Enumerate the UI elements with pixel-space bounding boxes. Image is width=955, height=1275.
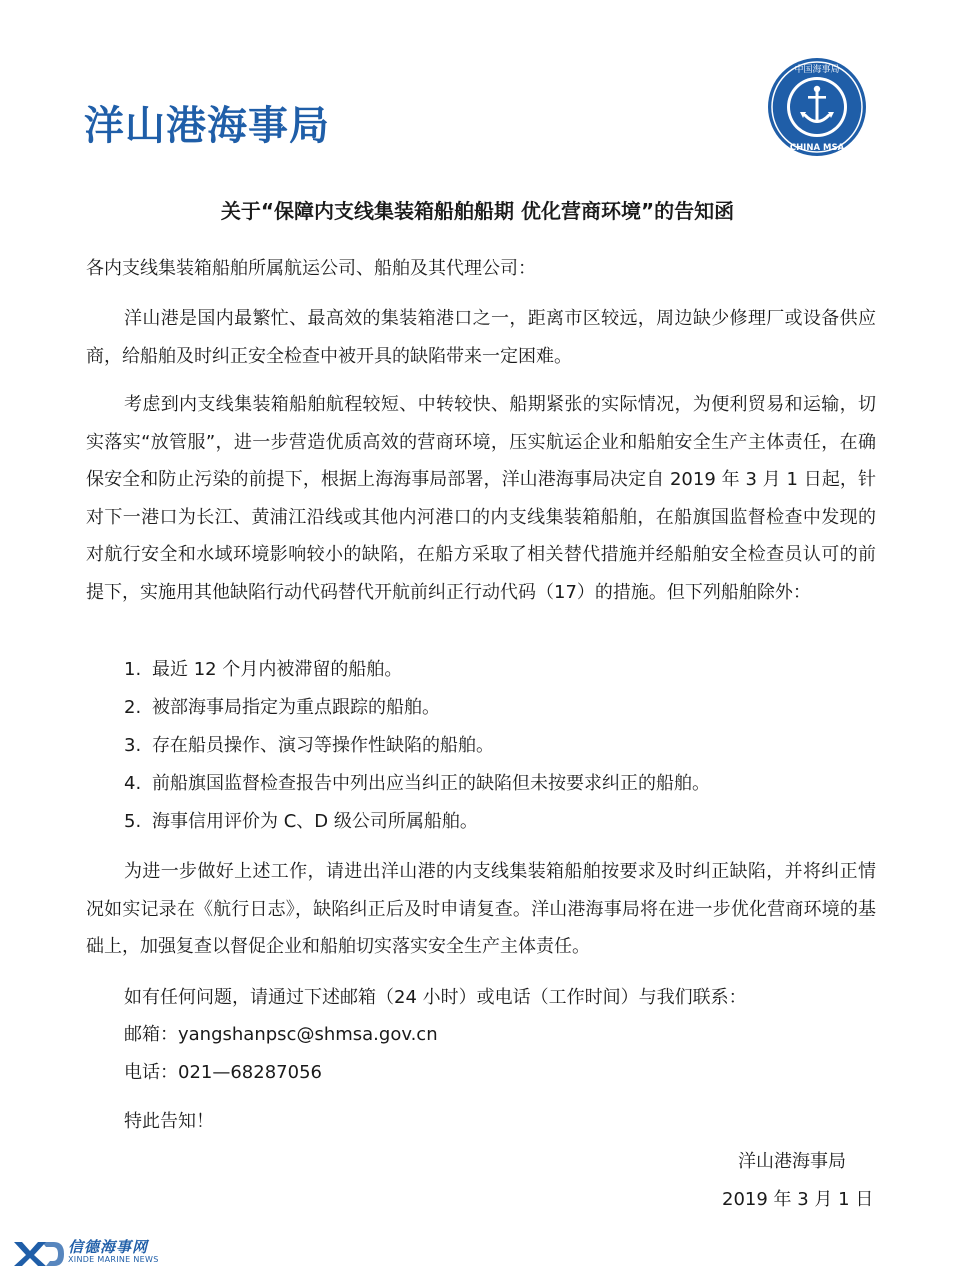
- exception-item-1: [124, 651, 402, 688]
- exception-item-5: [124, 803, 478, 840]
- contact-intro: 如有任何问题，请通过下述邮箱（24 小时）或电话（工作时间）与我们联系：: [124, 987, 747, 1008]
- footer-brand-logo: [12, 1236, 162, 1270]
- exception-number: 1.: [124, 659, 142, 680]
- exception-number: 5.: [124, 811, 142, 832]
- exception-text: 存在船员操作、演习等操作性缺陷的船舶。: [152, 735, 494, 756]
- exception-number: 4.: [124, 773, 142, 794]
- salutation: 各内支线集装箱船舶所属航运公司、船舶及其代理公司：: [86, 258, 536, 279]
- paragraph-1: 洋山港是国内最繁忙、最高效的集装箱港口之一，距离市区较远，周边缺少修理厂或设备供应商，给船舶及时纠正安全检查中被开具的缺陷带来一定困难。: [86, 308, 876, 367]
- signature-org: 洋山港海事局: [738, 1151, 846, 1172]
- exception-text: 海事信用评价为 C、D 级公司所属船舶。: [152, 811, 478, 832]
- exception-number: 3.: [124, 735, 142, 756]
- exception-number: 2.: [124, 697, 142, 718]
- exception-text: 最近 12 个月内被滞留的船舶。: [152, 659, 403, 680]
- footer-brand-cn: 信德海事网: [68, 1238, 149, 1256]
- exception-text: 前船旗国监督检查报告中列出应当纠正的缺陷但未按要求纠正的船舶。: [152, 773, 710, 794]
- document-title: 关于“保障内支线集装箱船舶船期 优化营商环境”的告知函: [220, 199, 735, 223]
- signature-date: 2019 年 3 月 1 日: [722, 1189, 874, 1210]
- closing-remark: 特此告知！: [124, 1111, 214, 1132]
- phone-line: 电话：021—68287056: [124, 1062, 322, 1083]
- emblem-text-bottom: CHINA MSA: [789, 143, 845, 153]
- exception-item-2: [124, 689, 440, 726]
- exception-item-3: [124, 727, 494, 764]
- china-msa-emblem: [766, 56, 868, 158]
- org-name-heading: 洋山港海事局: [84, 103, 330, 149]
- xd-logo-icon: [12, 1238, 66, 1268]
- emblem-text-top: 中国海事局: [794, 65, 840, 75]
- exception-item-4: [124, 765, 710, 802]
- email-line[interactable]: 邮箱：yangshanpsc@shmsa.gov.cn: [124, 1024, 438, 1045]
- exception-text: 被部海事局指定为重点跟踪的船舶。: [152, 697, 440, 718]
- paragraph-2: 考虑到内支线集装箱船舶航程较短、中转较快、船期紧张的实际情况，为便利贸易和运输，切实落实“放管服”，进一步营造优质高效的营商环境，压实航运企业和船舶安全生产主体责任，在确保安全和防止污染的前提下，根据上海海事局部署，洋山港海事局决定自 2019 年 3 月 1 日起，针对下一港口为长江、黄浦江沿线或其他内河港口的内支线集装箱船舶，在船旗国监督检查中发现的对航行安全和水域环境影响较小的缺陷，在船方采取了相关替代措施并经船舶安全检查员认可的前提下，实施用其他缺陷行动代码替代开航前纠正行动代码（17）的措施。但下列船舶除外：: [86, 394, 876, 603]
- paragraph-3: 为进一步做好上述工作，请进出洋山港的内支线集装箱船舶按要求及时纠正缺陷，并将纠正情况如实记录在《航行日志》，缺陷纠正后及时申请复查。洋山港海事局将在进一步优化营商环境的基础上，加强复查以督促企业和船舶切实落实安全生产主体责任。: [86, 861, 876, 957]
- footer-brand-en: XINDE MARINE NEWS: [68, 1255, 159, 1264]
